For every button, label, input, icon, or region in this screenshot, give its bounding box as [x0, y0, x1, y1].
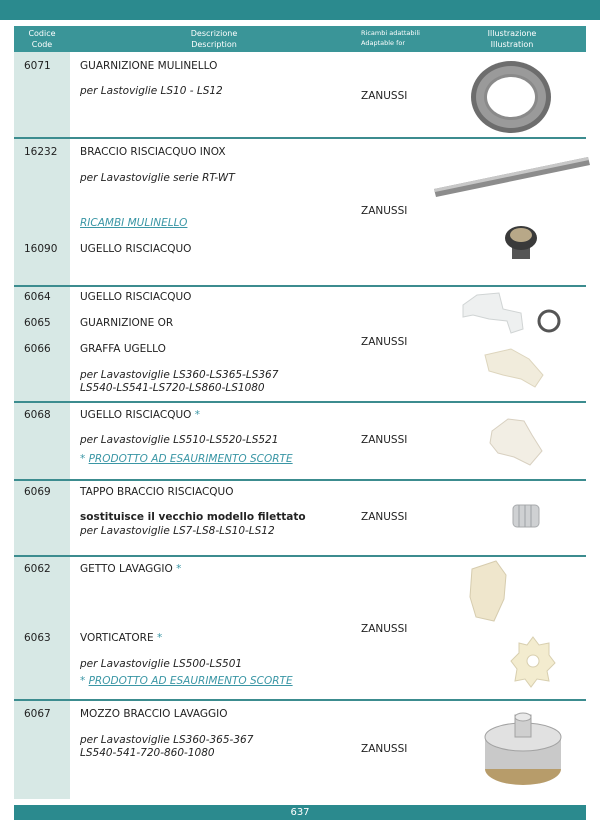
asterisk: * — [156, 632, 163, 644]
brand: ZANUSSI — [361, 623, 408, 635]
section-6071 — [14, 52, 586, 138]
nozzle-clip-image — [479, 345, 549, 391]
brand: ZANUSSI — [361, 434, 408, 446]
product-title: GUARNIZIONE OR — [80, 317, 174, 329]
page-number: 637 — [290, 807, 310, 818]
wash-jet-image — [466, 559, 512, 625]
rinse-nozzle-image — [502, 223, 540, 263]
section-16232 — [14, 139, 586, 285]
brand: ZANUSSI — [361, 90, 408, 102]
header-adaptable — [361, 28, 451, 48]
product-code: 6062 — [24, 563, 51, 575]
brand: ZANUSSI — [361, 205, 408, 217]
stock-note-link[interactable]: PRODOTTO AD ESAURIMENTO SCORTE — [88, 453, 293, 465]
product-code: 6069 — [24, 486, 51, 498]
asterisk: * — [176, 563, 182, 575]
o-ring-image — [537, 309, 561, 333]
product-code: 6067 — [24, 708, 51, 720]
product-code: 6066 — [24, 343, 51, 355]
product-title: UGELLO RISCIACQUO — [80, 243, 192, 255]
code-column — [14, 557, 70, 699]
asterisk: * — [194, 409, 201, 421]
product-title-line — [80, 632, 162, 644]
header-illus-it: Illustrazione — [487, 29, 537, 38]
product-note: LS540-541-720-860-1080 — [80, 747, 215, 759]
header-code-it: Codice — [28, 29, 56, 38]
header-code — [18, 28, 66, 50]
section-6068 — [14, 403, 586, 479]
top-bar — [0, 0, 600, 20]
rinse-nozzle-6068-image — [484, 411, 546, 471]
product-title: VORTICATORE — [80, 632, 154, 644]
gasket-ring-image — [467, 58, 557, 136]
product-note: LS540-LS541-LS720-LS860-LS1080 — [80, 382, 265, 394]
product-code: 16090 — [24, 243, 58, 255]
header-illus-en: Illustration — [490, 40, 534, 49]
product-title: MOZZO BRACCIO LAVAGGIO — [80, 708, 228, 720]
product-title: GUARNIZIONE MULINELLO — [80, 60, 218, 72]
product-title-line — [80, 409, 200, 421]
rinse-nozzle-white-image — [459, 289, 529, 337]
section-6064 — [14, 287, 586, 401]
product-title: GRAFFA UGELLO — [80, 343, 166, 355]
header-desc-en: Description — [191, 40, 237, 49]
product-note: per Lavastoviglie LS360-LS365-LS367 — [80, 369, 279, 381]
section-6062 — [14, 557, 586, 699]
product-note: per Lavastoviglie LS7-LS8-LS10-LS12 — [80, 525, 275, 537]
product-code: 6063 — [24, 632, 51, 644]
header-adapt-en: Adaptable for — [361, 39, 406, 47]
brand: ZANUSSI — [361, 743, 408, 755]
asterisk: * — [80, 453, 86, 465]
header-desc-it: Descrizione — [190, 29, 238, 38]
product-note: per Lavastoviglie LS360-365-367 — [80, 734, 254, 746]
product-note: per Lavastoviglie LS510-LS520-LS521 — [80, 434, 279, 446]
header-illustration — [474, 28, 550, 50]
stock-note-link[interactable]: PRODOTTO AD ESAURIMENTO SCORTE — [88, 675, 293, 687]
product-title: TAPPO BRACCIO RISCIACQUO — [80, 486, 234, 498]
product-title-line — [80, 563, 181, 575]
rinse-arm-cap-image — [509, 501, 543, 531]
spare-parts-link[interactable]: RICAMBI MULINELLO — [80, 217, 188, 229]
product-code: 6065 — [24, 317, 51, 329]
product-code: 6071 — [24, 60, 51, 72]
code-column — [14, 139, 70, 285]
stock-note — [80, 675, 293, 687]
section-6067 — [14, 701, 586, 799]
header-description — [154, 28, 274, 50]
page-footer — [14, 805, 586, 820]
product-note: per Lavastoviglie serie RT-WT — [80, 172, 235, 184]
header-adapt-it: Ricambi adattabili — [361, 29, 420, 37]
stock-note — [80, 453, 293, 465]
wash-hub-image — [479, 711, 569, 789]
product-note: per Lastoviglie LS10 - LS12 — [80, 85, 223, 97]
brand: ZANUSSI — [361, 336, 408, 348]
product-title: UGELLO RISCIACQUO — [80, 291, 192, 303]
product-title: UGELLO RISCIACQUO — [80, 409, 192, 421]
header-code-en: Code — [31, 40, 53, 49]
section-6069 — [14, 481, 586, 555]
product-note: per Lavastoviglie LS500-LS501 — [80, 658, 243, 670]
replacement-note: sostituisce il vecchio modello filettato — [80, 511, 306, 523]
product-code: 6068 — [24, 409, 51, 421]
vortex-part-image — [509, 635, 557, 689]
asterisk: * — [80, 675, 86, 687]
product-title: GETTO LAVAGGIO — [80, 563, 173, 575]
product-code: 16232 — [24, 146, 58, 158]
product-title: BRACCIO RISCIACQUO INOX — [80, 146, 226, 158]
product-code: 6064 — [24, 291, 51, 303]
rinse-arm-image — [432, 151, 592, 199]
brand: ZANUSSI — [361, 511, 408, 523]
table-header — [14, 26, 586, 52]
